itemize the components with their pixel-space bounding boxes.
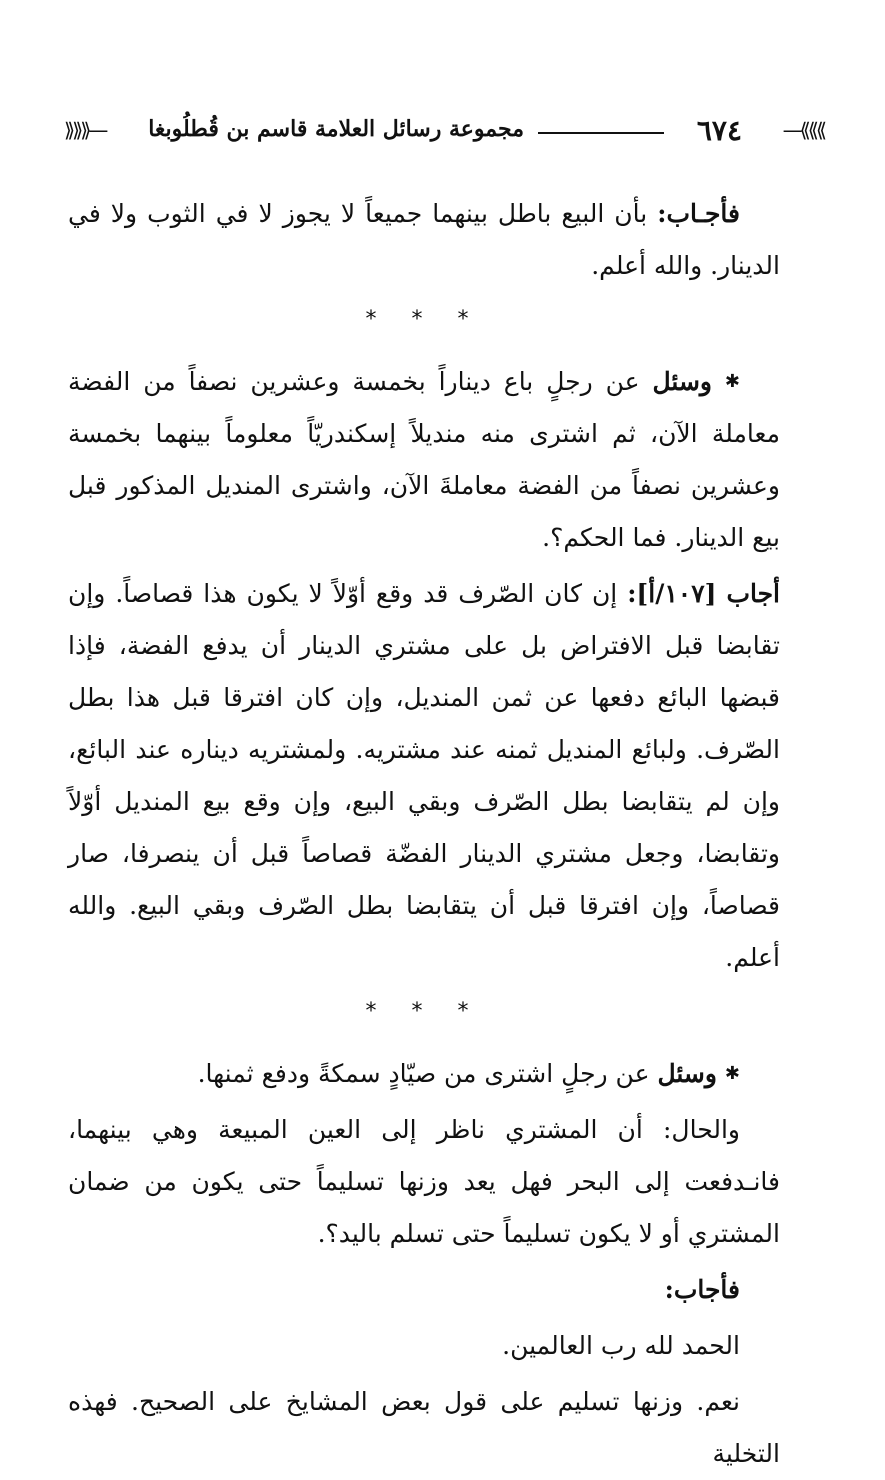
answer-lead: فأجاب:: [664, 1275, 740, 1304]
header-rule: [538, 132, 664, 134]
header-ornament-left: —⟪⟪⟪: [64, 118, 106, 142]
question-paragraph: [68, 356, 780, 564]
answer-paragraph: [68, 188, 780, 292]
running-header: [64, 112, 824, 152]
answer-lead-line: [68, 1264, 780, 1316]
praise-line: الحمد لله رب العالمين.: [502, 1331, 740, 1360]
folio-reference: [١٠٧/أ]:: [627, 579, 717, 608]
situation-paragraph: والحال: أن المشتري ناظر إلى العين المبيعة وهي بينهما، فانـدفعت إلى البحر فهل يعد وزنها تسليماً حتى يكون من ضمان المشتري أو لا يكون تسليماً حتى تسلم باليد؟.: [68, 1115, 780, 1248]
question-lead: وسئل: [652, 367, 712, 396]
answer-lead: أجاب: [726, 579, 780, 608]
answer-text: بأن البيع باطل بينهما جميعاً لا يجوز لا في الثوب ولا في الدينار. والله أعلم.: [68, 199, 780, 280]
asterisk-icon: ✱: [724, 1063, 740, 1084]
section-separator: * * *: [365, 307, 483, 332]
answer-lead: فأجـاب:: [657, 199, 740, 228]
answer-text: إن كان الصّرف قد وقع أوّلاً لا يكون هذا قصاصاً. وإن تقابضا قبل الافتراض بل على مشتري الدينار أن يدفع الفضة، فإذا قبضها البائع دفعها عن ثمن المنديل، وإن كان افترقا قبل هذا بطل الصّرف. ولبائع المنديل ثمنه عند مشتريه. ولمشتريه ديناره عند البائع، وإن لم يتقابضا بطل الصّرف وبقي البيع، وإن وقع بيع المنديل أوّلاً وتقابضا، وجعل مشتري الدينار الفضّة قصاصاً قبل أن ينصرفا، صار قصاصاً، وإن افترقا قبل أن يتقابضا بطل الصّرف وبقي البيع. والله أعلم.: [68, 579, 780, 972]
question-text: عن رجلٍ اشترى من صيّادٍ سمكةً ودفع ثمنها.: [197, 1059, 650, 1088]
answer-text: نعم. وزنها تسليم على قول بعض المشايخ على الصحيح. فهذه التخلية: [68, 1387, 780, 1468]
page-body: [68, 188, 780, 1480]
page-number: ٦٧٤: [696, 114, 742, 147]
section-separator: * * *: [365, 999, 483, 1024]
book-title: مجموعة رسائل العلامة قاسم بن قُطلُوبغا: [148, 116, 524, 142]
header-ornament-right: ⟫⟫⟫—: [782, 118, 824, 142]
asterisk-icon: ✱: [724, 371, 740, 392]
question-paragraph: [68, 1048, 780, 1100]
question-text: عن رجلٍ باع ديناراً بخمسة وعشرين نصفاً من الفضة معاملة الآن، ثم اشترى منه منديلاً إسكندريّاً معلوماً بينهما بخمسة وعشرين نصفاً من الفضة معاملةَ الآن، واشترى المنديل المذكور قبل بيع الدينار. فما الحكم؟.: [68, 367, 780, 552]
question-lead: وسئل: [657, 1059, 717, 1088]
answer-paragraph: [68, 568, 780, 984]
